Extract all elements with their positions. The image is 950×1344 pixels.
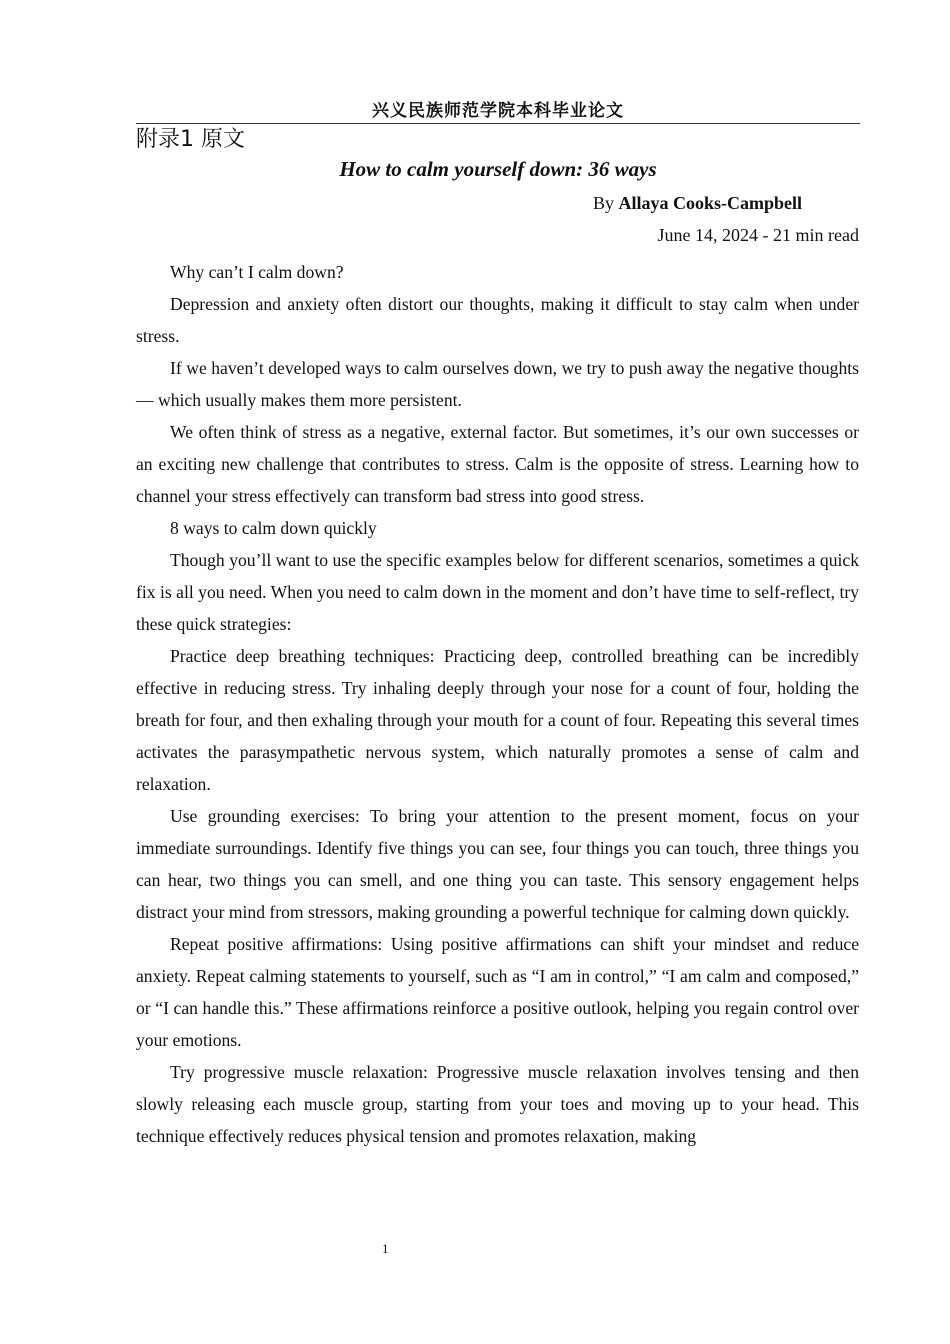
paragraph: Try progressive muscle relaxation: Progressive muscle relaxation involves tensing and then slowly releasing each muscle group, starting from your toes and moving up to your head. This technique effectively reduces physical tension and promotes relaxation, making [136,1062,859,1146]
paragraph: Why can’t I calm down? [170,262,344,282]
byline [593,193,802,214]
page-number: 1 [382,1241,389,1256]
paragraph: Use grounding exercises: To bring your attention to the present moment, focus on your immediate surroundings. Identify five things you can see, four things you can touch, three things you can hear, two things you can smell, and one thing you can taste. This sensory engagement helps distract your mind from stressors, making grounding a powerful technique for calming down quickly. [136,806,859,922]
paragraph: Depression and anxiety often distort our thoughts, making it difficult to stay calm when under stress. [136,294,859,346]
article-body [136,256,859,1152]
paragraph: Practice deep breathing techniques: Practicing deep, controlled breathing can be incredibly effective in reducing stress. Try inhaling deeply through your nose for a count of four, holding the breath for four, and then exhaling through your mouth for a count of four. Repeating this several times activates the parasympathetic nervous system, which naturally promotes a sense of calm and relaxation. [136,646,859,794]
appendix-heading: 附录1 原文 [136,127,245,152]
author-name: Allaya Cooks-Campbell [618,193,803,213]
article-title: How to calm yourself down: 36 ways [339,157,657,181]
paragraph: Repeat positive affirmations: Using positive affirmations can shift your mindset and reduce anxiety. Repeat calming statements to yourself, such as “I am in control,” “I am calm and composed,” or “I can handle this.” These affirmations reinforce a positive outlook, helping you regain control over your emotions. [136,934,859,1050]
paragraph: If we haven’t developed ways to calm ourselves down, we try to push away the negative thoughts — which usually makes them more persistent. [136,358,859,410]
running-header: 兴义民族师范学院本科毕业论文 [136,96,860,124]
date-line: June 14, 2024 - 21 min read [657,225,859,245]
byline-prefix: By [593,193,619,213]
paragraph: We often think of stress as a negative, external factor. But sometimes, it’s our own successes or an exciting new challenge that contributes to stress. Calm is the opposite of stress. Learning how to channel your stress effectively can transform bad stress into good stress. [136,422,859,506]
paragraph: 8 ways to calm down quickly [170,518,377,538]
paragraph: Though you’ll want to use the specific examples below for different scenarios, sometimes a quick fix is all you need. When you need to calm down in the moment and don’t have time to self-reflect, try these quick strategies: [136,550,859,634]
